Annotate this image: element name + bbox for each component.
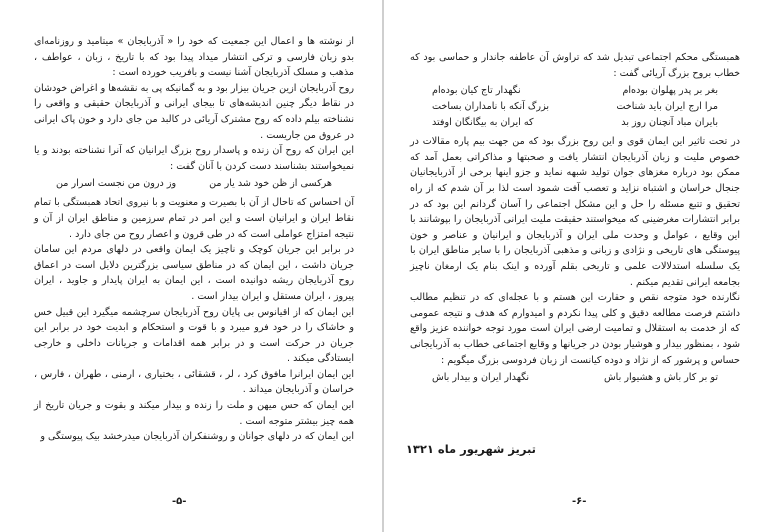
verse-row — [410, 83, 740, 99]
verse-hemistich: بایران مباد آنچنان روز بد — [621, 117, 718, 129]
right-page-text-column — [410, 50, 740, 389]
verse-row — [410, 99, 740, 115]
right-verse-block — [410, 83, 740, 131]
verse-row — [34, 176, 354, 192]
left-paragraph: این ایران که روح آن زنده و پاسدار روح بزرگ ایرانیان که آنرا نشناخته بودند و یا نمیخواستند بشناسند دست کردن با آنان گفت : — [34, 145, 354, 172]
left-paragraph: این ایمان که حس میهن و ملت را زنده و بیدار میکند و بقوت و جریان تاریخ از همه چیز بیشتر متوجه است . — [34, 400, 354, 427]
verse-row — [410, 115, 740, 131]
verse-hemistich: هرکسی از ظن خود شد یار من — [209, 178, 332, 190]
verse-hemistich: نگهدار ایران و بیدار باش — [432, 372, 530, 384]
left-paragraph: این ایمان که از اقیانوس بی پایان روح آذربایجان سرچشمه میگیرد این قبیل خس و خاشاک را در خود فرو میبرد و با قوت و استحکام و ابدیت خود در برابر این جریان در حرکت است و در برابر همه اقدامات و جریانات داخلی و خارجی ایستادگی میکند . — [34, 306, 354, 365]
verse-hemistich: بزرگ آنکه با نامداران بساخت — [432, 101, 550, 113]
verse-hemistich: مرا ارج ایران باید شناخت — [616, 101, 718, 113]
date-signature: تبریز شهریور ماه ۱۳۲۱ — [405, 442, 536, 456]
left-paragraph: از نوشته ها و اعمال این جمعیت که خود را « آذربایجان » میتامید و روزنامه‌ای بدو زبان فارسی و ترکی انتشار میداد پیدا بود که با تاریخ ، زبان ، عواطف ، مذهب و مسلک آذربایجان آشنا نیست و بافریب خورده است : — [34, 36, 354, 79]
left-page-text-column — [34, 34, 354, 445]
closing-verse-block — [410, 370, 740, 386]
left-paragraph: آن احساس که تاحال از آن با بصیرت و معنویت و با نیروی اتحاد همبستگی با تمام نقاط ایران و ایرانیان است و این امر در تمام سرزمین و مناطق ایران از آن و نتیجه امتزاج عواملی است که در طی قرون و اعصار روح من جای دارد . — [34, 197, 354, 240]
verse-row — [410, 370, 740, 386]
page-number: -۶- — [572, 496, 587, 507]
left-verse-block — [34, 176, 354, 192]
verse-hemistich: وز درون من نجست اسرار من — [56, 178, 177, 190]
left-paragraph: روح آذربایجان ازین جریان بیزار بود و به گمانیکه پی به نقشه‌ها و اغراض خودشان در نقاط دیگر چنین اندیشه‌های تا بیجای ایرانی و آذربایجان حقیقی و واقعی را نشناخته بیلم داده که روح مشترک آریائی در کالبد من جای دارد و خون پاک ایرانی در عروق من جاریست . — [34, 82, 354, 141]
left-paragraph: این ایمان ایرانرا مافوق کرد ، لر ، قشقائی ، بختیاری ، ارمنی ، طهران ، فارس ، خراسان و آذربایجان میداند . — [34, 368, 354, 396]
verse-hemistich: تو بر کار باش و هشیوار باش — [603, 372, 718, 384]
verse-hemistich: که ایران به بیگانگان اوفتد — [432, 117, 534, 129]
right-paragraph: نگارنده خود متوجه نقص و حقارت این هستم و با عجله‌ای که در تنظیم مطالب داشتم فرصت مطالعه دقیق و کلی پیدا نکردم و امیدوارم که هدف و نتیجه عمومی که از خدمت به استقلال و تمامیت ارضی ایران است مورد توجه خواننده عزیز واقع شود ، بمنظور بیدار و هوشیار بودن در جریانها و وقایع اجتماعی خطاب به آذربایجانی حساس و پرشور که از نژاد و دوده کیانست از زبان فردوسی بزرگ میگویم : — [410, 292, 740, 366]
right-paragraph: در تحت تاثیر این ایمان قوی و این روح بزرگ بود که من جهت بیم پاره مقالات در خصوص ملیت و زبان آذربایجان انتشار یافت و صحبتها و مذاکراتی بعمل آمد که ممکن بود درباره مغزهای جوان تولید شبهه نماید و جزو اینها برخی از آذربایجانیان جنجال خراسان و اشتباه نزاید و تعصب آفت شمود است لذا بر آن شدم که از راه تحقیق و تتبع مسئله را حل و این مشکل اجتماعی را آسان گردانم این بود که در برابر انتشارات مغرضینی که میخواستند حقیقت ملیت ایرانی آذربایجان را بپوشانند با این وقایع ، عوامل و وحدت ملی ایران و آذربایجان و ایرانیان و عناصر و خون پیوستگی های تاریخی و نژادی و زبانی و مذهبی آذربایجان را با سایر مناطق ایران با یک سلسله استدلالات علمی و تاریخی بقلم آورده و اینک بنام یک ارمغان ناچیز بجامعه ایرانی تقدیم میکنم . — [410, 136, 740, 288]
verse-hemistich: نگهدار تاج کیان بوده‌ام — [432, 85, 521, 97]
right-page — [384, 0, 768, 532]
verse-hemistich: بغر بر پدر پهلوان بوده‌ام — [622, 85, 718, 97]
left-page — [0, 0, 383, 532]
left-paragraph: در برابر این جریان کوچک و ناچیز یک ایمان واقعی در دلهای مردم این سامان جریان داشت ، این ایمان که در مناطق سیاسی بزرگترین دلایل است در اعماق روح آذربایجان ریشه دوانیده است ، این ایمان به ایران پایدار و جاوید ، ایران پیروز ، ایران مستقل و ایران بیدار است . — [34, 244, 354, 302]
left-paragraph: این ایمان که در دلهای جوانان و روشنفکران آذربایجان میدرخشد بیک پیوستگی و — [40, 431, 354, 443]
right-intro-paragraph: همبستگی محکم اجتماعی تبدیل شد که تراوش آن عاطفه جاندار و حماسی بود که خطاب بروح بزرگ آریائی گفت : — [410, 52, 740, 79]
page-number: -۵- — [172, 496, 187, 507]
